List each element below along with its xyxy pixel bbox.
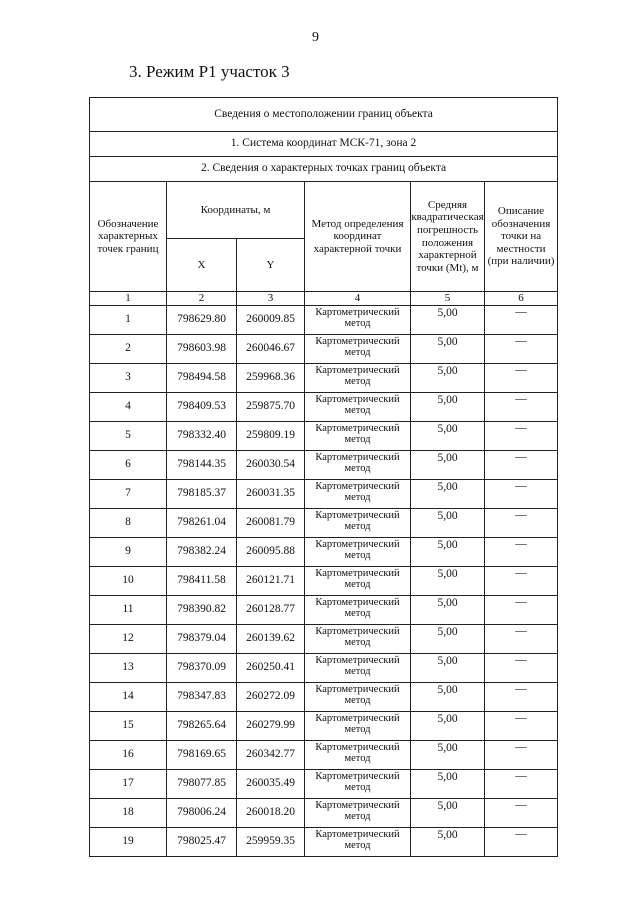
description-cell: — xyxy=(485,799,558,828)
x-coordinate-cell: 798409.53 xyxy=(167,393,237,422)
error-cell: 5,00 xyxy=(411,828,485,857)
error-cell: 5,00 xyxy=(411,364,485,393)
x-coordinate-cell: 798411.58 xyxy=(167,567,237,596)
table-row xyxy=(90,480,558,509)
method-cell: Картометрический метод xyxy=(305,306,411,335)
point-number-cell: 13 xyxy=(90,654,167,683)
x-coordinate-cell: 798347.83 xyxy=(167,683,237,712)
x-coordinate-cell: 798185.37 xyxy=(167,480,237,509)
point-number-cell: 2 xyxy=(90,335,167,364)
method-cell: Картометрический метод xyxy=(305,451,411,480)
y-coordinate-cell: 260139.62 xyxy=(237,625,305,654)
header-error: Средняя квадратическая погрешность положения характерной точки (Mt), м xyxy=(411,182,485,292)
x-coordinate-cell: 798629.80 xyxy=(167,306,237,335)
table-row xyxy=(90,596,558,625)
y-coordinate-cell: 260095.88 xyxy=(237,538,305,567)
points-section-title: 2. Сведения о характерных точках границ объекта xyxy=(90,157,558,182)
x-coordinate-cell: 798077.85 xyxy=(167,770,237,799)
column-number: 6 xyxy=(485,292,558,306)
y-coordinate-cell: 259809.19 xyxy=(237,422,305,451)
header-method: Метод определения координат характерной точки xyxy=(305,182,411,292)
method-cell: Картометрический метод xyxy=(305,422,411,451)
error-cell: 5,00 xyxy=(411,741,485,770)
column-number: 4 xyxy=(305,292,411,306)
error-cell: 5,00 xyxy=(411,480,485,509)
table-row xyxy=(90,364,558,393)
point-number-cell: 11 xyxy=(90,596,167,625)
point-number-cell: 12 xyxy=(90,625,167,654)
x-coordinate-cell: 798379.04 xyxy=(167,625,237,654)
description-cell: — xyxy=(485,596,558,625)
method-cell: Картометрический метод xyxy=(305,509,411,538)
section-heading: 3. Режим Р1 участок 3 xyxy=(129,62,290,81)
error-cell: 5,00 xyxy=(411,799,485,828)
y-coordinate-cell: 260272.09 xyxy=(237,683,305,712)
table-row xyxy=(90,451,558,480)
header-x: X xyxy=(167,239,237,292)
y-coordinate-cell: 260009.85 xyxy=(237,306,305,335)
y-coordinate-cell: 260081.79 xyxy=(237,509,305,538)
method-cell: Картометрический метод xyxy=(305,625,411,654)
column-number: 3 xyxy=(237,292,305,306)
error-cell: 5,00 xyxy=(411,596,485,625)
method-cell: Картометрический метод xyxy=(305,364,411,393)
description-cell: — xyxy=(485,306,558,335)
y-coordinate-cell: 259968.36 xyxy=(237,364,305,393)
table-row xyxy=(90,741,558,770)
table-row xyxy=(90,422,558,451)
header-y: Y xyxy=(237,239,305,292)
error-cell: 5,00 xyxy=(411,393,485,422)
table-row xyxy=(90,828,558,857)
x-coordinate-cell: 798370.09 xyxy=(167,654,237,683)
error-cell: 5,00 xyxy=(411,335,485,364)
error-cell: 5,00 xyxy=(411,567,485,596)
method-cell: Картометрический метод xyxy=(305,596,411,625)
description-cell: — xyxy=(485,567,558,596)
x-coordinate-cell: 798332.40 xyxy=(167,422,237,451)
x-coordinate-cell: 798006.24 xyxy=(167,799,237,828)
y-coordinate-cell: 260031.35 xyxy=(237,480,305,509)
error-cell: 5,00 xyxy=(411,509,485,538)
table-row xyxy=(90,625,558,654)
y-coordinate-cell: 260128.77 xyxy=(237,596,305,625)
method-cell: Картометрический метод xyxy=(305,654,411,683)
x-coordinate-cell: 798603.98 xyxy=(167,335,237,364)
description-cell: — xyxy=(485,480,558,509)
method-cell: Картометрический метод xyxy=(305,712,411,741)
error-cell: 5,00 xyxy=(411,451,485,480)
error-cell: 5,00 xyxy=(411,654,485,683)
point-number-cell: 19 xyxy=(90,828,167,857)
point-number-cell: 7 xyxy=(90,480,167,509)
error-cell: 5,00 xyxy=(411,683,485,712)
description-cell: — xyxy=(485,683,558,712)
description-cell: — xyxy=(485,625,558,654)
description-cell: — xyxy=(485,422,558,451)
column-number-row xyxy=(90,292,558,306)
table-row xyxy=(90,509,558,538)
point-number-cell: 15 xyxy=(90,712,167,741)
y-coordinate-cell: 260121.71 xyxy=(237,567,305,596)
x-coordinate-cell: 798025.47 xyxy=(167,828,237,857)
method-cell: Картометрический метод xyxy=(305,683,411,712)
description-cell: — xyxy=(485,712,558,741)
error-cell: 5,00 xyxy=(411,625,485,654)
x-coordinate-cell: 798494.58 xyxy=(167,364,237,393)
description-cell: — xyxy=(485,393,558,422)
x-coordinate-cell: 798382.24 xyxy=(167,538,237,567)
method-cell: Картометрический метод xyxy=(305,567,411,596)
table-row xyxy=(90,683,558,712)
point-number-cell: 16 xyxy=(90,741,167,770)
method-cell: Картометрический метод xyxy=(305,741,411,770)
header-description: Описание обозначения точки на местности (при наличии) xyxy=(485,182,558,292)
description-cell: — xyxy=(485,335,558,364)
y-coordinate-cell: 260279.99 xyxy=(237,712,305,741)
point-number-cell: 4 xyxy=(90,393,167,422)
x-coordinate-cell: 798265.64 xyxy=(167,712,237,741)
method-cell: Картометрический метод xyxy=(305,335,411,364)
x-coordinate-cell: 798144.35 xyxy=(167,451,237,480)
description-cell: — xyxy=(485,538,558,567)
y-coordinate-cell: 260342.77 xyxy=(237,741,305,770)
description-cell: — xyxy=(485,654,558,683)
table-row xyxy=(90,538,558,567)
y-coordinate-cell: 260035.49 xyxy=(237,770,305,799)
table-row xyxy=(90,335,558,364)
table-row xyxy=(90,770,558,799)
coordinate-system: 1. Система координат МСК-71, зона 2 xyxy=(90,132,558,157)
page-number: 9 xyxy=(312,30,319,45)
header-coordinates: Координаты, м xyxy=(167,182,305,239)
description-cell: — xyxy=(485,770,558,799)
y-coordinate-cell: 260018.20 xyxy=(237,799,305,828)
point-number-cell: 5 xyxy=(90,422,167,451)
error-cell: 5,00 xyxy=(411,422,485,451)
point-number-cell: 3 xyxy=(90,364,167,393)
boundary-points-table xyxy=(89,97,558,857)
column-number: 2 xyxy=(167,292,237,306)
point-number-cell: 14 xyxy=(90,683,167,712)
description-cell: — xyxy=(485,828,558,857)
table-row xyxy=(90,712,558,741)
y-coordinate-cell: 259959.35 xyxy=(237,828,305,857)
method-cell: Картометрический метод xyxy=(305,480,411,509)
point-number-cell: 18 xyxy=(90,799,167,828)
x-coordinate-cell: 798261.04 xyxy=(167,509,237,538)
table-row xyxy=(90,306,558,335)
description-cell: — xyxy=(485,741,558,770)
method-cell: Картометрический метод xyxy=(305,770,411,799)
y-coordinate-cell: 259875.70 xyxy=(237,393,305,422)
error-cell: 5,00 xyxy=(411,712,485,741)
method-cell: Картометрический метод xyxy=(305,799,411,828)
error-cell: 5,00 xyxy=(411,538,485,567)
point-number-cell: 1 xyxy=(90,306,167,335)
table-row xyxy=(90,799,558,828)
point-number-cell: 10 xyxy=(90,567,167,596)
description-cell: — xyxy=(485,364,558,393)
method-cell: Картометрический метод xyxy=(305,538,411,567)
table-title: Сведения о местоположении границ объекта xyxy=(90,98,558,132)
point-number-cell: 9 xyxy=(90,538,167,567)
column-number: 5 xyxy=(411,292,485,306)
x-coordinate-cell: 798169.65 xyxy=(167,741,237,770)
description-cell: — xyxy=(485,509,558,538)
table-row xyxy=(90,567,558,596)
x-coordinate-cell: 798390.82 xyxy=(167,596,237,625)
error-cell: 5,00 xyxy=(411,306,485,335)
table-row xyxy=(90,393,558,422)
column-number: 1 xyxy=(90,292,167,306)
error-cell: 5,00 xyxy=(411,770,485,799)
table-row xyxy=(90,654,558,683)
point-number-cell: 6 xyxy=(90,451,167,480)
y-coordinate-cell: 260250.41 xyxy=(237,654,305,683)
y-coordinate-cell: 260030.54 xyxy=(237,451,305,480)
header-designation: Обозначение характерных точек границ xyxy=(90,182,167,292)
point-number-cell: 17 xyxy=(90,770,167,799)
method-cell: Картометрический метод xyxy=(305,828,411,857)
point-number-cell: 8 xyxy=(90,509,167,538)
method-cell: Картометрический метод xyxy=(305,393,411,422)
description-cell: — xyxy=(485,451,558,480)
y-coordinate-cell: 260046.67 xyxy=(237,335,305,364)
